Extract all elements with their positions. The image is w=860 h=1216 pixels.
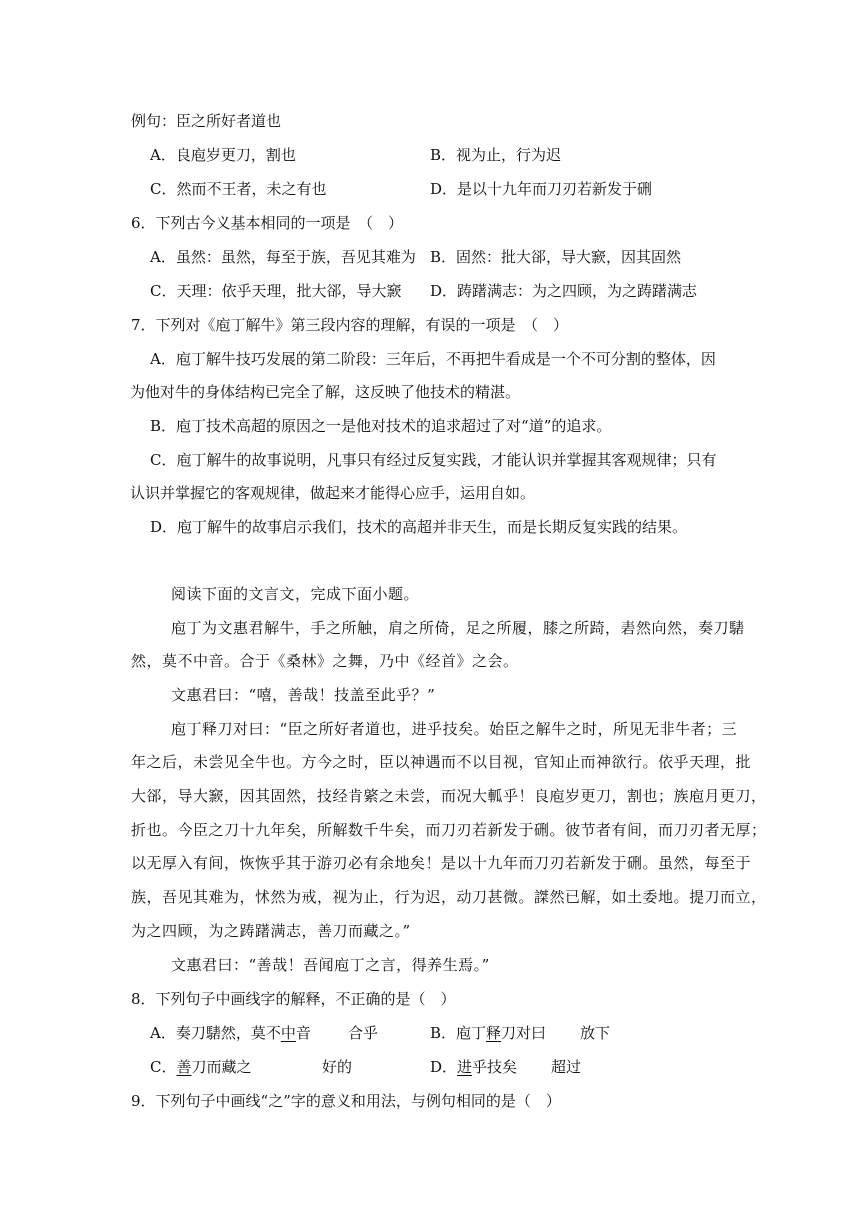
q8-option-b-text-end: 刀对曰 [501,1024,547,1042]
q7-stem: 7．下列对《庖丁解牛》第三段内容的理解，有误的一项是 （ ） [131,316,569,334]
passage-p3-line4: 折也。今臣之刀十九年矣，所解数千牛矣，而刀刃若新发于硎。彼节者有间，而刀刃者无厚； [131,821,767,839]
q7-option-c-line2: 认识并掌握它的客观规律，做起来才能得心应手，运用自如。 [130,484,536,502]
q8-option-d-text-end: 乎技矣 [472,1058,518,1076]
q8-stem: 8．下列句子中画线字的解释，不正确的是（ ） [131,990,456,1008]
q8-option-c-gloss: 好的 [322,1058,353,1076]
reading-instruction: 阅读下面的文言文，完成下面小题。 [171,585,420,603]
q8-option-d-text: D． [430,1058,458,1076]
q6-option-d: D．踌躇满志：为之四顾，为之踌躇满志 [430,282,698,300]
q8-option-a-text-end: 音 [295,1024,311,1042]
passage-p3-line5: 以无厚入有间，恢恢乎其于游刃必有余地矣！是以十九年而刀刃若新发于硎。虽然，每至于 [131,854,752,872]
passage-p2: 文惠君曰：“嘻，善哉！技盖至此乎？” [171,686,436,704]
q8-option-b-gloss: 放下 [580,1024,611,1042]
q7-option-c-line1: C．庖丁解牛的故事说明，凡事只有经过反复实践，才能认识并掌握其客观规律；只有 [150,451,717,469]
q8-option-a [150,1022,311,1044]
q6-stem: 6．下列古今义基本相同的一项是 （ ） [131,214,404,232]
q8-option-d-gloss: 超过 [551,1058,582,1076]
passage-p3-line2: 年之后，未尝见全牛也。方今之时，臣以神遇而不以目视，官知止而神欲行。依乎天理，批 [131,753,752,771]
q8-option-b-text: B．庖丁 [430,1024,487,1042]
q5-option-b: B．视为止，行为迟 [430,146,562,164]
q8-option-c-text-end: 刀而藏之 [191,1058,252,1076]
q5-option-d: D．是以十九年而刀刃若新发于硎 [430,180,653,198]
q7-option-a-line2: 为他对牛的身体结构已完全了解，这反映了他技术的精湛。 [130,383,521,401]
passage-p3-line3: 大郤，导大窾，因其固然，技经肯綮之未尝，而况大軱乎！良庖岁更刀，割也；族庖月更刀， [131,787,767,805]
passage-p1-line1: 庖丁为文惠君解牛，手之所触，肩之所倚，足之所履，膝之所踦，砉然向然，奏刀騞 [171,619,745,637]
q9-stem: 9．下列句子中画线“之”字的意义和用法，与例句相同的是（ ） [131,1092,561,1110]
q5-example: 例句：臣之所好者道也 [131,112,282,130]
passage-p1-line2: 然，莫不中音。合于《桑林》之舞，乃中《经首》之会。 [131,652,519,670]
q5-option-a: A．良庖岁更刀，割也 [150,146,296,164]
q8-option-b-underlined: 释 [486,1024,502,1042]
q8-option-a-text: A．奏刀騞然，莫不 [150,1024,281,1042]
q8-option-c-text: C． [150,1058,177,1076]
passage-p4: 文惠君曰：“善哉！吾闻庖丁之言，得养生焉。” [171,956,490,974]
q6-option-c: C．天理：依乎天理，批大郤，导大窾 [150,282,402,300]
q7-option-b: B．庖丁技术高超的原因之一是他对技术的追求超过了对“道”的追求。 [150,417,612,435]
q7-option-d: D．庖丁解牛的故事启示我们，技术的高超并非天生，而是长期反复实践的结果。 [150,518,688,536]
q8-option-c-underlined: 善 [176,1058,192,1076]
q8-option-b [430,1022,546,1044]
passage-p3-line1: 庖丁释刀对曰：“臣之所好者道也，进乎技矣。始臣之解牛之时，所见无非牛者；三 [171,720,738,738]
q8-option-d-underlined: 进 [457,1058,473,1076]
q6-option-b: B．固然：批大郤，导大窾，因其固然 [430,248,682,266]
passage-p3-line7: 为之四顾，为之踌躇满志，善刀而藏之。” [131,922,411,940]
passage-p3-line6: 族，吾见其难为，怵然为戒，视为止，行为迟，动刀甚微。謋然已解，如土委地。提刀而立， [131,888,767,906]
q8-option-a-underlined: 中 [280,1024,296,1042]
q8-option-a-gloss: 合乎 [348,1024,379,1042]
q8-option-c [150,1056,252,1078]
q6-option-a: A．虽然：虽然，每至于族，吾见其难为 [150,248,416,266]
q5-option-c: C．然而不王者，未之有也 [150,180,327,198]
q8-option-d [430,1056,517,1078]
q7-option-a-line1: A．庖丁解牛技巧发展的第二阶段：三年后，不再把牛看成是一个不可分割的整体，因 [150,350,716,368]
